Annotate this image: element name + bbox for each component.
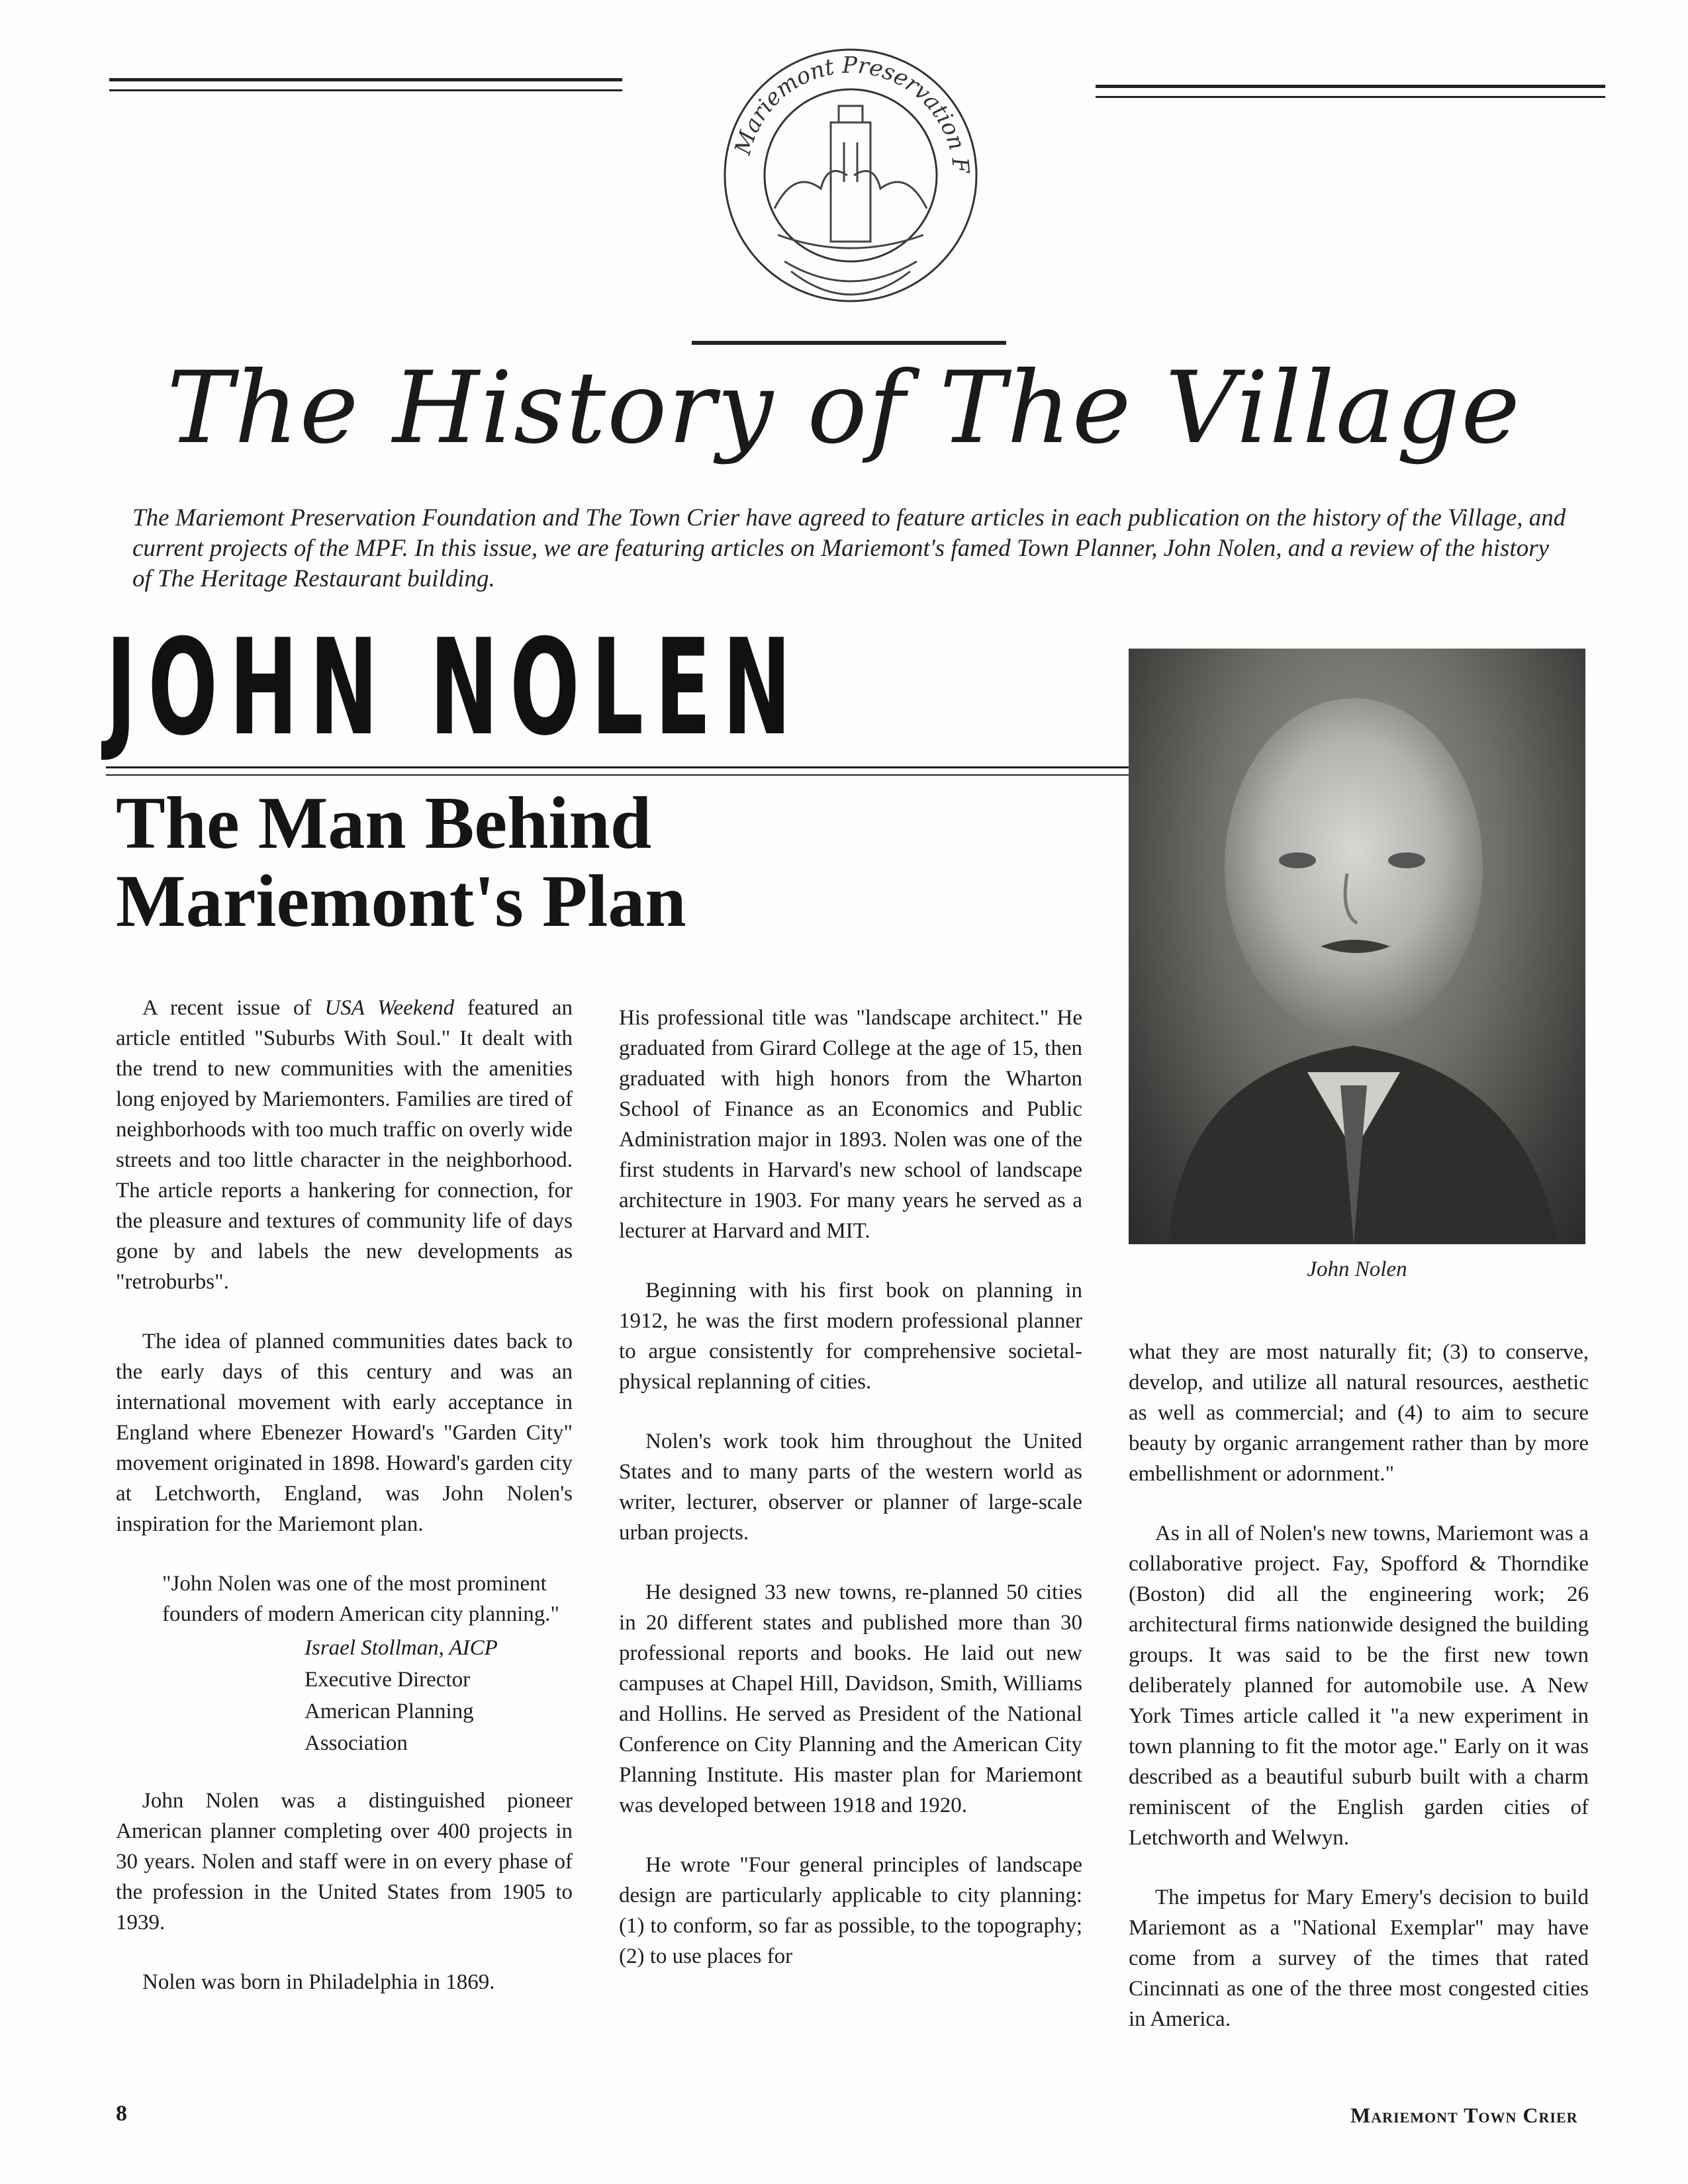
subtitle-line-2: Mariemont's Plan: [116, 860, 686, 942]
header-rule-right-top: [1096, 85, 1605, 88]
col3-paragraph-2: As in all of Nolen's new towns, Mariemont was a collaborative project. Fay, Spofford & Thorndike (Boston) did all the engineering work; 26 architectural firms nationwide designed the building groups. It was said to be the first new town deliberately planned for automobile use. A New York Times article called it "a new experiment in town planning to fit the motor age." Early on it was described as a beautiful suburb built with a charm reminiscent of the English garden cities of Letchworth and Welwyn.: [1129, 1522, 1589, 1850]
article-column-2: [619, 1003, 1082, 1972]
publication-reference: USA Weekend: [324, 996, 455, 1020]
col2-paragraph-2: Beginning with his first book on planning in 1912, he was the first modern professional planner to argue consistently for comprehensive societal-physical replanning of cities.: [619, 1279, 1082, 1394]
quote-title-1: Executive Director: [305, 1668, 471, 1692]
col2-paragraph-4: He designed 33 new towns, re-planned 50 cities in 20 different states and published more than 30 professional reports and books. He laid out new campuses at Chapel Hill, Davidson, Smith, Williams and Hollins. He served as President of the National Conference on City Planning and the American City Planning Institute. His master plan for Mariemont was developed between 1918 and 1920.: [619, 1580, 1082, 1817]
col3-paragraph-1: what they are most naturally fit; (3) to conserve, develop, and utilize all natural resources, aesthetic as well as commercial; and (4) to aim to secure beauty by organic arrangement rather than by more embellishment or adornment.": [1129, 1340, 1589, 1486]
page-number: 8: [116, 2101, 127, 2126]
col2-paragraph-1: His professional title was "landscape architect." He graduated from Girard College at the age of 15, then graduated with high honors from the Wharton School of Finance as an Economics and Public Administration major in 1893. Nolen was one of the first students in Harvard's new school of landscape architecture in 1903. For many years he served as a lecturer at Harvard and MIT.: [619, 1006, 1082, 1243]
title-rule: [692, 341, 1006, 345]
article-column-3: [1129, 1337, 1589, 2034]
header-rule-left-top: [109, 78, 622, 81]
header-rule-right-bottom: [1096, 96, 1605, 98]
photo-caption: John Nolen: [1307, 1257, 1407, 1281]
quote-title-2: American Planning: [305, 1700, 474, 1723]
seal-text: Mariemont Preservation F: [729, 52, 974, 173]
subtitle-line-1: The Man Behind: [116, 782, 652, 864]
col3-paragraph-3: The impetus for Mary Emery's decision to build Mariemont as a "National Exemplar" may have come from a survey of the times that rated Cincinnati as one of the three most congested cities in America.: [1129, 1886, 1589, 2031]
title-underline-top: [106, 766, 1129, 768]
section-title: The History of The Village: [166, 351, 1522, 466]
col2-paragraph-3: Nolen's work took him throughout the United States and to many parts of the western world as writer, lecturer, observer or planner of large-scale urban projects.: [619, 1430, 1082, 1545]
foundation-seal-logo: [712, 43, 990, 321]
john-nolen-portrait: [1129, 649, 1585, 1244]
article-column-1: [116, 993, 573, 1997]
quote-author: Israel Stollman, AICP: [305, 1636, 498, 1660]
intro-paragraph: The Mariemont Preservation Foundation and The Town Crier have agreed to feature articles in each publication on the history of the Village, and current projects of the MPF. In this issue, we are featuring articles on Mariemont's famed Town Planner, John Nolen, and a review of the history of The Heritage Restaurant building.: [132, 504, 1566, 592]
article-subtitle: [116, 784, 910, 940]
col1-paragraph-3: John Nolen was a distinguished pioneer American planner completing over 400 projects in 30 years. Nolen and staff were in on every phase of the profession in the United States from 1905 to 1939.: [116, 1789, 573, 1934]
title-underline-bottom: [106, 774, 1129, 776]
header-rule-left-bottom: [109, 89, 622, 91]
col1-paragraph-1: A recent issue of USA Weekend featured an article entitled "Suburbs With Soul." It dealt with the trend to new communities with the amenities long enjoyed by Mariemonters. Families are tired of neighborhoods with too much traffic on overly wide streets and too little character in the neighborhood. The article reports a hankering for connection, for the pleasure and textures of community life of days gone by and labels the new developments as "retroburbs".: [116, 996, 573, 1294]
quote-attribution: [116, 1632, 573, 1759]
col2-paragraph-5: He wrote "Four general principles of landscape design are particularly applicable to city planning: (1) to conform, so far as possible, to the topography; (2) to use places for: [619, 1853, 1082, 1968]
col1-paragraph-2: The idea of planned communities dates back to the early days of this century and was an international movement with early acceptance in England where Ebenezer Howard's "Garden City" movement originated in 1898. Howard's garden city at Letchworth, England, was John Nolen's inspiration for the Mariemont plan.: [116, 1330, 573, 1536]
publication-name: Mariemont Town Crier: [1350, 2103, 1578, 2127]
col1-paragraph-4: Nolen was born in Philadelphia in 1869.: [142, 1970, 495, 1994]
quote-title-3: Association: [305, 1731, 408, 1755]
article-title: JOHN NOLEN: [106, 611, 803, 765]
pull-quote: "John Nolen was one of the most prominent founders of modern American city planning.": [162, 1572, 559, 1626]
